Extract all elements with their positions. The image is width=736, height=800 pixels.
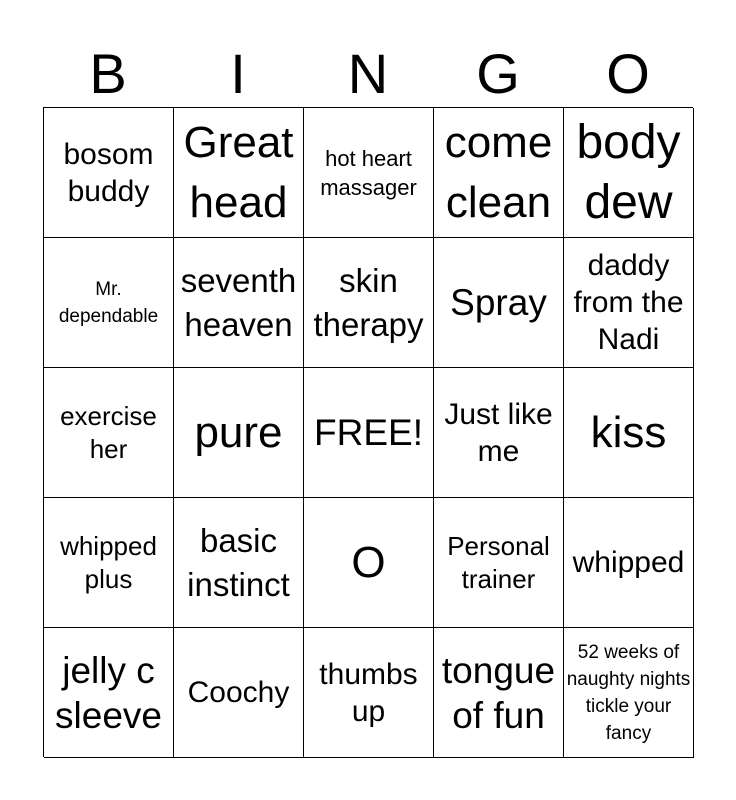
bingo-cell[interactable] (434, 498, 564, 628)
cell-text: Just like me (444, 397, 553, 468)
header-letter-g: G (476, 42, 520, 105)
cell-text: seventh heaven (180, 261, 297, 343)
cell-text: pure (194, 407, 283, 457)
bingo-cell[interactable] (564, 238, 694, 368)
bingo-cell[interactable] (174, 628, 304, 758)
bingo-cell[interactable] (44, 108, 174, 238)
bingo-cell[interactable] (174, 368, 304, 498)
bingo-cell[interactable] (564, 108, 694, 238)
header-letter-n: N (347, 42, 389, 105)
free-space-cell[interactable] (304, 368, 434, 498)
bingo-cell[interactable] (304, 108, 434, 238)
cell-text: thumbs up (319, 657, 418, 728)
bingo-cell[interactable] (174, 108, 304, 238)
bingo-cell[interactable] (434, 368, 564, 498)
bingo-cell[interactable] (564, 628, 694, 758)
bingo-cell[interactable] (304, 498, 434, 628)
cell-text: tongue of fun (441, 649, 556, 736)
free-space-label: FREE! (314, 412, 423, 453)
cell-text: hot heart massager (320, 145, 417, 200)
cell-text: 52 weeks of naughty nights tickle your fancy (566, 641, 691, 744)
cell-text: Coochy (187, 676, 290, 709)
bingo-cell[interactable] (304, 238, 434, 368)
bingo-cell[interactable] (174, 498, 304, 628)
bingo-cell[interactable] (564, 498, 694, 628)
cell-text: come clean (444, 117, 553, 227)
bingo-cell[interactable] (44, 368, 174, 498)
bingo-cell[interactable] (304, 628, 434, 758)
bingo-cell[interactable] (44, 628, 174, 758)
cell-text: skin therapy (313, 261, 424, 343)
cell-text: Mr. dependable (58, 278, 159, 327)
cell-text: whipped (572, 546, 685, 579)
bingo-cell[interactable] (434, 628, 564, 758)
cell-text: basic instinct (187, 521, 290, 603)
header-letter-b: B (89, 42, 127, 105)
cell-text: Personal trainer (447, 530, 550, 594)
bingo-cell[interactable] (174, 238, 304, 368)
cell-text: Spray (450, 282, 547, 323)
cell-text: whipped plus (60, 530, 157, 594)
cell-text: O (351, 537, 386, 587)
cell-text: exercise her (60, 400, 157, 464)
bingo-cell[interactable] (44, 498, 174, 628)
cell-text: body dew (576, 115, 681, 229)
header-letter-o: O (606, 42, 650, 105)
bingo-cell[interactable] (44, 238, 174, 368)
bingo-card-grid (43, 107, 693, 757)
cell-text: bosom buddy (63, 137, 154, 208)
bingo-cell[interactable] (434, 108, 564, 238)
header-letter-i: I (230, 42, 246, 105)
bingo-cell[interactable] (434, 238, 564, 368)
cell-text: daddy from the Nadi (573, 249, 684, 356)
bingo-cell[interactable] (564, 368, 694, 498)
bingo-header (43, 40, 693, 108)
cell-text: Great head (183, 117, 294, 227)
cell-text: jelly c sleeve (55, 649, 162, 736)
cell-text: kiss (590, 407, 667, 457)
